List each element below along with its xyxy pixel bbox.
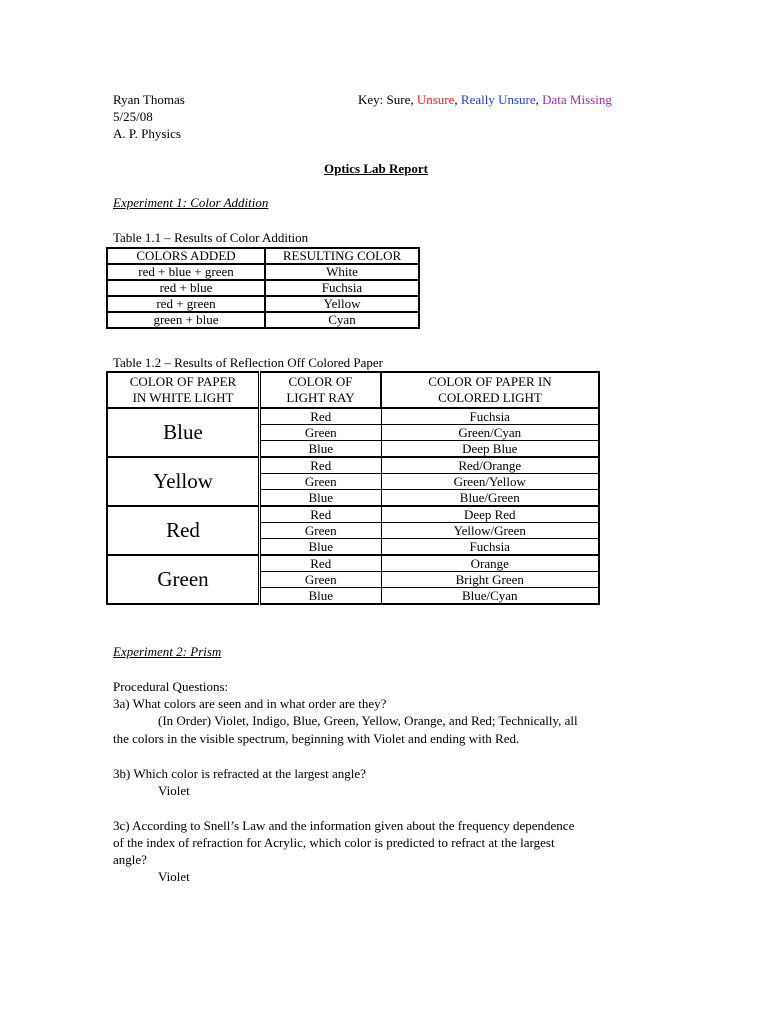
table-header-row <box>107 372 599 408</box>
table-cell: Green <box>260 523 382 539</box>
table-cell: Red <box>260 457 382 474</box>
table-cell: White <box>265 264 419 280</box>
table-cell: Blue/Cyan <box>381 588 599 605</box>
table-cell: Green/Yellow <box>381 474 599 490</box>
paper-color-cell: Red <box>107 506 260 555</box>
table-row <box>107 457 599 474</box>
procedural-questions-label: Procedural Questions: <box>113 679 229 694</box>
header-colors-added: COLORS ADDED <box>107 248 265 264</box>
table-cell: Fuchsia <box>265 280 419 296</box>
table-row <box>107 296 419 312</box>
table-cell: Blue <box>260 588 382 605</box>
table-row <box>107 555 599 572</box>
table-cell: Fuchsia <box>381 408 599 425</box>
reflection-table <box>106 371 600 605</box>
legend-data-missing: Data Missing <box>542 92 612 107</box>
table-cell: Green <box>260 474 382 490</box>
table-cell: Cyan <box>265 312 419 328</box>
table-cell: Blue <box>260 490 382 507</box>
author-name: Ryan Thomas <box>113 92 185 107</box>
table-cell: Red <box>260 408 382 425</box>
table-row <box>107 408 599 425</box>
table-cell: Fuchsia <box>381 539 599 556</box>
report-title: Optics Lab Report <box>324 161 428 176</box>
question-3c-line2: of the index of refraction for Acrylic, which color is predicted to refract at the largest <box>113 835 555 850</box>
table-cell: Blue <box>260 441 382 458</box>
table-row <box>107 312 419 328</box>
table-cell: Deep Blue <box>381 441 599 458</box>
legend-really-unsure: Really Unsure <box>460 92 536 107</box>
paper-color-cell: Green <box>107 555 260 604</box>
table-cell: Green <box>260 425 382 441</box>
header-paper-colored-light: COLOR OF PAPER IN COLORED LIGHT <box>381 372 599 408</box>
table-row <box>107 264 419 280</box>
paper-color-cell: Blue <box>107 408 260 457</box>
table-cell: Yellow/Green <box>381 523 599 539</box>
header-light-ray: COLOR OF LIGHT RAY <box>260 372 382 408</box>
table-cell: Green <box>260 572 382 588</box>
answer-3a-line2: the colors in the visible spectrum, beginning with Violet and ending with Red. <box>113 731 520 746</box>
legend-sure: Key: Sure, <box>358 92 414 107</box>
legend-key: Key: Sure, Unsure, Really Unsure, Data Missing <box>358 92 612 107</box>
answer-3a-line1: (In Order) Violet, Indigo, Blue, Green, Yellow, Orange, and Red; Technically, all <box>158 713 578 728</box>
table-header-row <box>107 248 419 264</box>
table-row <box>107 506 599 523</box>
question-3b: 3b) Which color is refracted at the largest angle? <box>113 766 366 781</box>
table-row <box>107 280 419 296</box>
answer-3c: Violet <box>158 869 190 884</box>
legend-unsure: Unsure <box>416 92 455 107</box>
question-3a: 3a) What colors are seen and in what order are they? <box>113 696 387 711</box>
table-cell: red + green <box>107 296 265 312</box>
table-cell: Bright Green <box>381 572 599 588</box>
table-cell: Deep Red <box>381 506 599 523</box>
table-cell: Blue/Green <box>381 490 599 507</box>
table-cell: Green/Cyan <box>381 425 599 441</box>
table-cell: red + blue + green <box>107 264 265 280</box>
answer-3b: Violet <box>158 783 190 798</box>
header-paper-white-light: COLOR OF PAPER IN WHITE LIGHT <box>107 372 260 408</box>
table-cell: Red <box>260 555 382 572</box>
table-cell: Orange <box>381 555 599 572</box>
table-cell: green + blue <box>107 312 265 328</box>
table-cell: Yellow <box>265 296 419 312</box>
paper-color-cell: Yellow <box>107 457 260 506</box>
report-date: 5/25/08 <box>113 109 153 124</box>
table2-caption: Table 1.2 – Results of Reflection Off Colored Paper <box>113 355 383 370</box>
table-cell: Red <box>260 506 382 523</box>
table-cell: Blue <box>260 539 382 556</box>
table-cell: Red/Orange <box>381 457 599 474</box>
question-3c-line1: 3c) According to Snell’s Law and the information given about the frequency dependence <box>113 818 575 833</box>
table1-caption: Table 1.1 – Results of Color Addition <box>113 230 309 245</box>
experiment2-heading: Experiment 2: Prism <box>113 644 222 659</box>
question-3c-line3: angle? <box>113 852 147 867</box>
color-addition-table <box>106 247 420 329</box>
course-name: A. P. Physics <box>113 126 181 141</box>
header-resulting-color: RESULTING COLOR <box>265 248 419 264</box>
experiment1-heading: Experiment 1: Color Addition <box>113 195 269 210</box>
table-cell: red + blue <box>107 280 265 296</box>
